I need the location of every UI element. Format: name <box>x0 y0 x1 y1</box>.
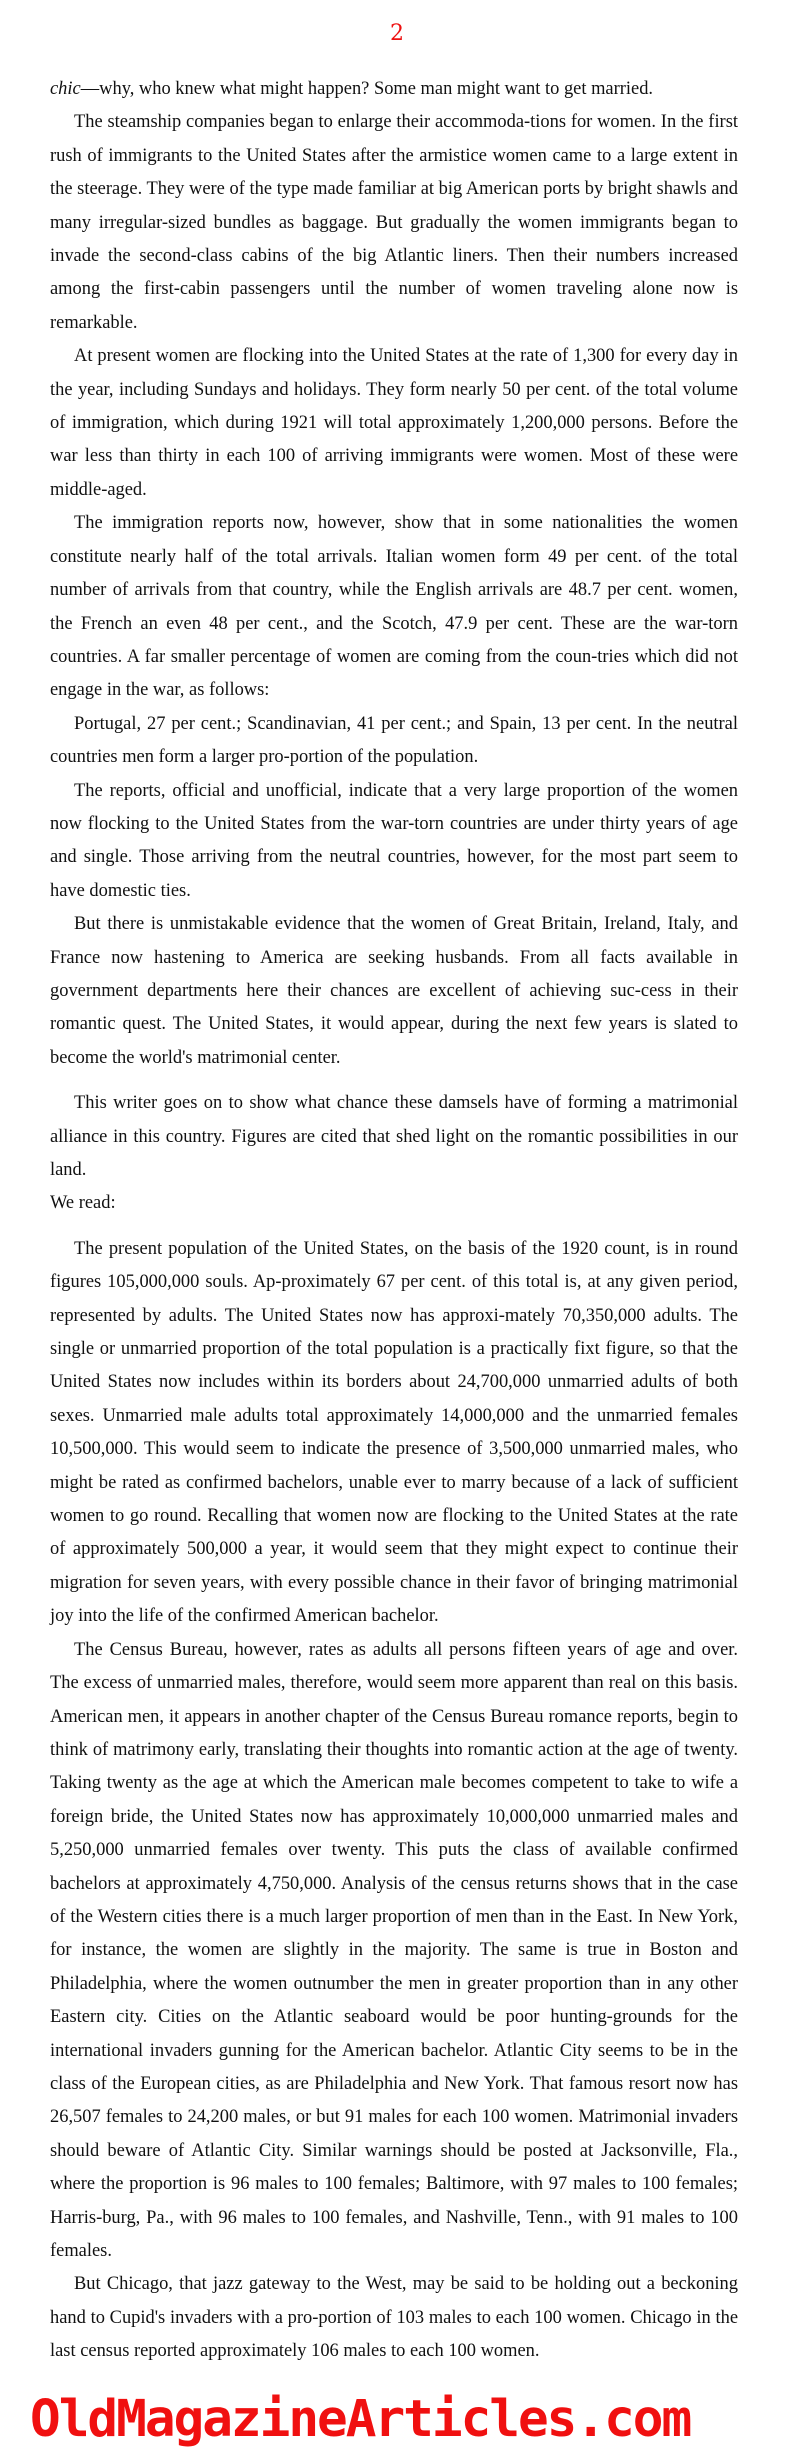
article-body <box>50 72 738 2368</box>
watermark-logo: OldMagazineArticles.com <box>30 2390 691 2449</box>
paragraph-continuation <box>50 72 738 105</box>
paragraph-we-read: We read: <box>50 1192 116 1213</box>
paragraph-evidence: But there is unmistakable evidence that the women of Great Britain, Ireland, Italy, and France now hastening to America are seeking husbands. From all facts available in government departments here their chances are excellent of achieving suc-cess in their romantic quest. The United States, it would appear, during the next few years is slated to become the world's matrimonial center. <box>50 913 738 1067</box>
paragraph-reports: The reports, official and unofficial, indicate that a very large proportion of the women now flocking to the United States from the war-torn countries are under thirty years of age and single. Those arriving from the neutral countries, however, for the most part seem to have domestic ties. <box>50 779 738 900</box>
paragraph-census-bureau: The Census Bureau, however, rates as adults all persons fifteen years of age and over. The excess of unmarried males, therefore, would seem more apparent than real on this basis. American men, it appears in another chapter of the Census Bureau romance reports, begin to think of matrimony early, translating their thoughts into romantic action at the age of twenty. Taking twenty as the age at which the American male becomes competent to take to wife a foreign bride, the United States now has approximately 10,000,000 unmarried males and 5,250,000 unmarried females over twenty. This puts the class of available confirmed bachelors at approximately 4,750,000. Analysis of the census returns shows that in the case of the Western cities there is a much larger proportion of men than in the East. In New York, for instance, the women are slightly in the majority. The same is true in Boston and Philadelphia, where the women outnumber the men in greater proportion than in any other Eastern city. Cities on the Atlantic seaboard would be poor hunting-grounds for the international invaders gunning for the American bachelor. Atlantic City seems to be in the class of the European cities, as are Philadelphia and New York. That famous resort now has 26,507 females to 24,200 males, or but 91 males for each 100 women. Matrimonial invaders should beware of Atlantic City. Similar warnings should be posted at Jacksonville, Fla., where the proportion is 96 males to 100 females; Baltimore, with 97 males to 100 females; Harris-burg, Pa., with 96 males to 100 females, and Nashville, Tenn., with 91 males to 100 females. <box>50 1638 738 2260</box>
paragraph-flocking-rate: At present women are flocking into the United States at the rate of 1,300 for every day in the year, including Sundays and holidays. They form nearly 50 per cent. of the total volume of immigration, which during 1921 will total approximately 1,200,000 persons. Before the war less than thirty in each 100 of arriving immigrants were women. Most of these were middle-aged. <box>50 345 738 499</box>
italic-word: chic <box>50 78 81 98</box>
paragraph-chicago: But Chicago, that jazz gateway to the West, may be said to be holding out a beckoning hand to Cupid's invaders with a pro-portion of 103 males to each 100 women. Chicago in the last census reported approximately 106 males to each 100 women. <box>50 2273 738 2361</box>
paragraph-steamship: The steamship companies began to enlarge their accommoda-tions for women. In the first rush of immigrants to the United States after the armistice women came to a large extent in the steerage. They were of the type made familiar at big American ports by bright shawls and many irregular-sized bundles as baggage. But gradually the women immigrants began to invade the second-class cabins of the big Atlantic liners. Then their numbers increased among the first-cabin passengers until the number of women traveling alone now is remarkable. <box>50 111 738 332</box>
paragraph-neutral-countries: Portugal, 27 per cent.; Scandinavian, 41 per cent.; and Spain, 13 per cent. In the neutral countries men form a larger pro-portion of the population. <box>50 712 738 767</box>
paragraph-text: —why, who knew what might happen? Some man might want to get married. <box>80 78 654 98</box>
page-number: 2 <box>390 21 404 46</box>
paragraph-nationalities: The immigration reports now, however, show that in some nationalities the women constitute nearly half of the total arrivals. Italian women form 49 per cent. of the total number of arrivals from that country, while the English arrivals are 48.7 per cent. women, the French an even 48 per cent., and the Scotch, 47.9 per cent. These are the war-torn countries. A far smaller percentage of women are coming from the coun-tries which did not engage in the war, as follows: <box>50 512 738 700</box>
paragraph-population: The present population of the United States, on the basis of the 1920 count, is in round figures 105,000,000 souls. Ap-proximately 67 per cent. of this total is, at any given period, represented by adults. The United States now has approxi-mately 70,350,000 adults. The single or unmarried proportion of the total population is a practically fixt figure, so that the United States now includes within its borders about 24,700,000 unmarried adults of both sexes. Unmarried male adults total approximately 14,000,000 and the unmarried females 10,500,000. This would seem to indicate the presence of 3,500,000 unmarried males, who might be rated as confirmed bachelors, unable ever to marry because of a lack of sufficient women to go round. Recalling that women now are flocking to the United States at the rate of approximately 500,000 a year, it would seem that they might expect to continue their migration for seven years, with every possible chance in their favor of bringing matrimonial joy into the life of the confirmed American bachelor. <box>50 1237 738 1626</box>
paragraph-writer-intro: This writer goes on to show what chance these damsels have of forming a matrimonial alliance in this country. Figures are cited that shed light on the romantic possibilities in our land. <box>50 1092 738 1179</box>
